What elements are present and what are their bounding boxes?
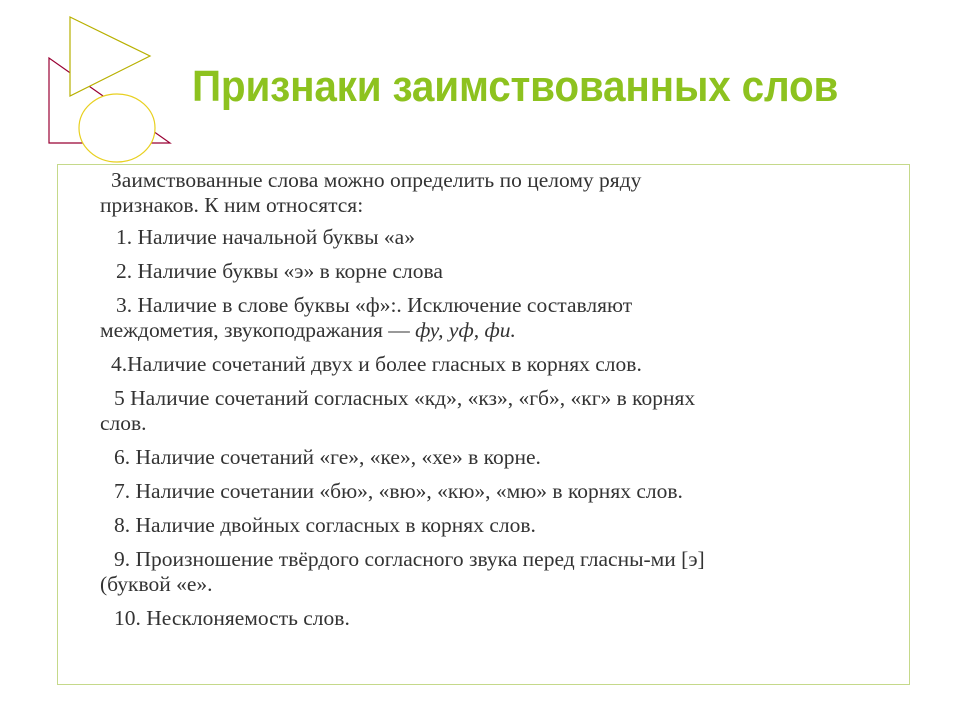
- list-item-5: [100, 386, 880, 436]
- olive-triangle-shape: [70, 17, 150, 96]
- list-item-2: [100, 259, 880, 284]
- list-item-text-italic: фу, уф, фи.: [415, 318, 516, 342]
- list-item-text-line-2: слов.: [100, 411, 147, 435]
- yellow-circle-shape: [79, 94, 155, 162]
- list-item-text: 2. Наличие буквы «э» в корне слова: [116, 259, 443, 283]
- list-item-text: 10. Несклоняемость слов.: [114, 606, 350, 630]
- list-item-text-line-1: 5 Наличие сочетаний согласных «кд», «кз», «гб», «кг» в корнях: [114, 386, 696, 410]
- list-item-3: [100, 293, 880, 343]
- list-item-1: [100, 225, 880, 250]
- intro-line-2: признаков. К ним относятся:: [100, 193, 364, 217]
- intro-line-1: Заимствованные слова можно определить по целому ряду: [111, 168, 642, 192]
- list-item-7: [100, 479, 880, 504]
- list-item-text-line-1: 9. Произношение твёрдого согласного звука перед гласны-ми [э]: [114, 547, 705, 571]
- content-text: [100, 168, 880, 640]
- list-item-6: [100, 445, 880, 470]
- list-item-text: 1. Наличие начальной буквы «а»: [116, 225, 415, 249]
- list-item-text-line-2: [100, 318, 516, 342]
- list-item-text-line-2: (буквой «е».: [100, 572, 213, 596]
- list-item-4: [100, 352, 880, 377]
- intro-paragraph: [100, 168, 880, 218]
- list-item-text: 7. Наличие сочетании «бю», «вю», «кю», «мю» в корнях слов.: [114, 479, 683, 503]
- geometric-shapes-decoration: [0, 0, 200, 180]
- list-item-text-line-1: 3. Наличие в слове буквы «ф»:. Исключение составляют: [116, 293, 633, 317]
- list-item-8: [100, 513, 880, 538]
- list-item-text: 6. Наличие сочетаний «ге», «ке», «хе» в корне.: [114, 445, 541, 469]
- slide-title: Признаки заимствованных слов: [192, 62, 839, 111]
- list-item-9: [100, 547, 880, 597]
- list-item-text: 8. Наличие двойных согласных в корнях слов.: [114, 513, 536, 537]
- list-item-10: [100, 606, 880, 631]
- list-item-text-plain: междометия, звукоподражания —: [100, 318, 416, 342]
- list-item-text: 4.Наличие сочетаний двух и более гласных в корнях слов.: [111, 352, 642, 376]
